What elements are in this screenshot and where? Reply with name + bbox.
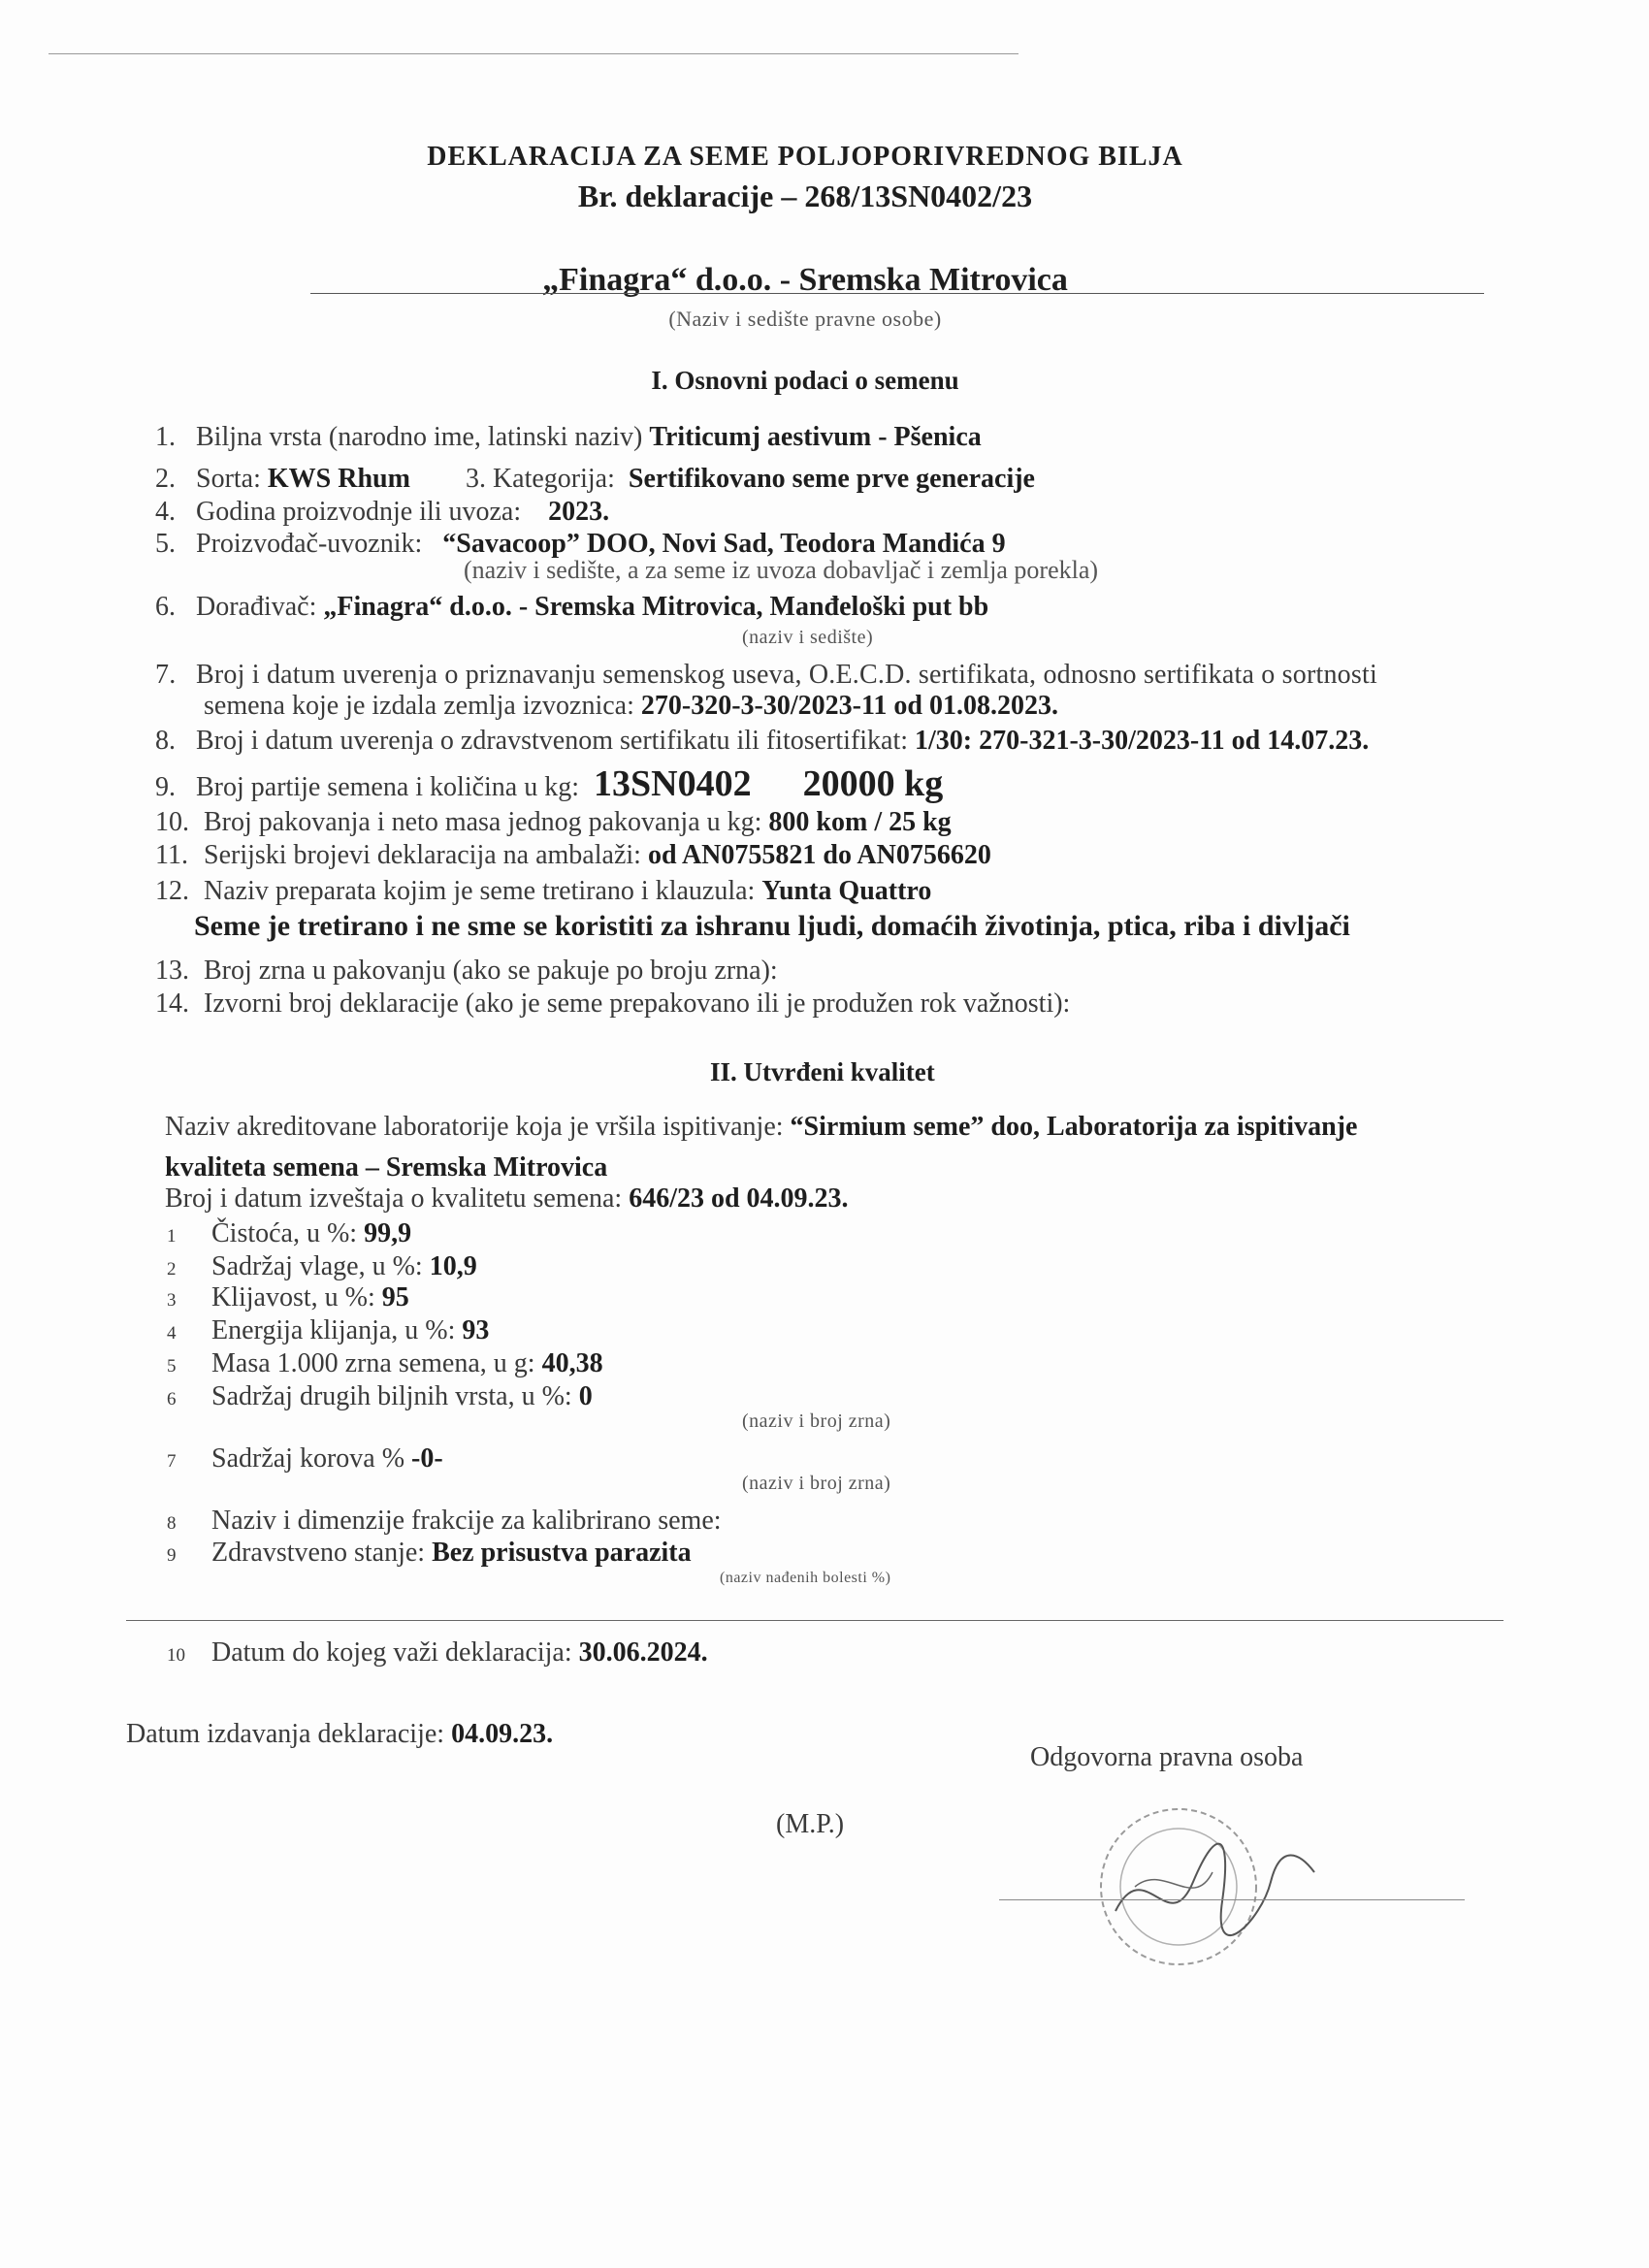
quality-4: 4 Energija klijanja, u %: 93: [167, 1315, 490, 1345]
document-title: DEKLARACIJA ZA SEME POLJOPORIVREDNOG BILJA: [427, 142, 1183, 172]
company-name: „Finagra“ d.o.o. - Sremska Mitrovica: [542, 262, 1068, 298]
seal-label: (M.P.): [776, 1809, 845, 1839]
issue-date: Datum izdavanja deklaracije: 04.09.23.: [126, 1719, 554, 1749]
item-11: 11. Serijski brojevi deklaracija na ambalaži: od AN0755821 do AN0756620: [155, 840, 991, 870]
top-rule: [48, 53, 1018, 54]
stamp-signature: [1077, 1795, 1319, 1989]
lab-line-cont: kvaliteta semena – Sremska Mitrovica: [165, 1152, 608, 1183]
item-7-cont: semena koje je izdala zemlja izvoznica: 270-320-3-30/2023-11 od 01.08.2023.: [204, 691, 1058, 721]
quality-6-caption: (naziv i broj zrna): [742, 1410, 891, 1432]
quality-10: 10 Datum do kojeg važi deklaracija: 30.06.2024.: [167, 1637, 708, 1668]
item-12: 12. Naziv preparata kojim je seme tretirano i klauzula: Yunta Quattro: [155, 876, 932, 906]
item-4: 4. Godina proizvodnje ili uvoza: 2023.: [155, 497, 610, 527]
item-2: 2. Sorta: KWS Rhum 3. Kategorija: Sertifikovano seme prve generacije: [155, 464, 1035, 494]
report-line: Broj i datum izveštaja o kvalitetu semena: 646/23 od 04.09.23.: [165, 1183, 849, 1214]
item-6: 6. Dorađivač: „Finagra“ d.o.o. - Sremska Mitrovica, Manđeloški put bb: [155, 592, 989, 622]
quality-2: 2 Sadržaj vlage, u %: 10,9: [167, 1251, 477, 1281]
item-7: 7. Broj i datum uverenja o priznavanju semenskog useva, O.E.C.D. sertifikata, odnosno sertifikata o sortnosti: [155, 660, 1377, 690]
treatment-warning: Seme je tretirano i ne sme se koristiti za ishranu ljudi, domaćih životinja, ptica, riba i divljači: [194, 910, 1350, 942]
quality-8: 8 Naziv i dimenzije frakcije za kalibrirano seme:: [167, 1506, 722, 1536]
company-caption: (Naziv i sedište pravne osobe): [668, 307, 942, 331]
item-14: 14. Izvorni broj deklaracije (ako je seme prepakovano ili je produžen rok važnosti):: [155, 988, 1071, 1019]
item-9: 9. Broj partije semena i količina u kg: 13SN0402 20000 kg: [155, 763, 944, 804]
item-13: 13. Broj zrna u pakovanju (ako se pakuje po broju zrna):: [155, 956, 778, 986]
quality-5: 5 Masa 1.000 zrna semena, u g: 40,38: [167, 1348, 603, 1378]
item-10: 10. Broj pakovanja i neto masa jednog pakovanja u kg: 800 kom / 25 kg: [155, 807, 952, 837]
quality-7: 7 Sadržaj korova % -0-: [167, 1443, 443, 1474]
company-rule: [310, 293, 1484, 294]
signature-rule: [999, 1899, 1465, 1900]
quality-6: 6 Sadržaj drugih biljnih vrsta, u %: 0: [167, 1381, 593, 1411]
quality-9-caption: (naziv nađenih bolesti %): [720, 1570, 891, 1586]
item-8: 8. Broj i datum uverenja o zdravstvenom sertifikatu ili fitosertifikat: 1/30: 270-321-3-30/2023-11 od 14.07.23.: [155, 726, 1370, 756]
validity-rule: [126, 1620, 1504, 1621]
item-5-caption: (naziv i sedište, a za seme iz uvoza dobavljač i zemlja porekla): [464, 556, 1099, 584]
quality-9: 9 Zdravstveno stanje: Bez prisustva parazita: [167, 1538, 692, 1568]
lab-line: Naziv akreditovane laboratorije koja je vršila ispitivanje: “Sirmium seme” doo, Laboratorija za ispitivanje: [165, 1112, 1358, 1142]
item-6-caption: (naziv i sedište): [742, 627, 874, 648]
declaration-number: Br. deklaracije – 268/13SN0402/23: [577, 178, 1033, 213]
quality-1: 1 Čistoća, u %: 99,9: [167, 1218, 412, 1248]
section2-title: II. Utvrđeni kvalitet: [710, 1057, 935, 1086]
section1-title: I. Osnovni podaci o semenu: [651, 366, 959, 395]
item-1: 1. Biljna vrsta (narodno ime, latinski naziv) Triticumj aestivum - Pšenica: [155, 422, 982, 452]
quality-7-caption: (naziv i broj zrna): [742, 1473, 891, 1494]
item-5: 5. Proizvođač-uvoznik: “Savacoop” DOO, Novi Sad, Teodora Mandića 9: [155, 529, 1006, 559]
responsible-person: Odgovorna pravna osoba: [1030, 1742, 1304, 1772]
quality-3: 3 Klijavost, u %: 95: [167, 1282, 409, 1312]
